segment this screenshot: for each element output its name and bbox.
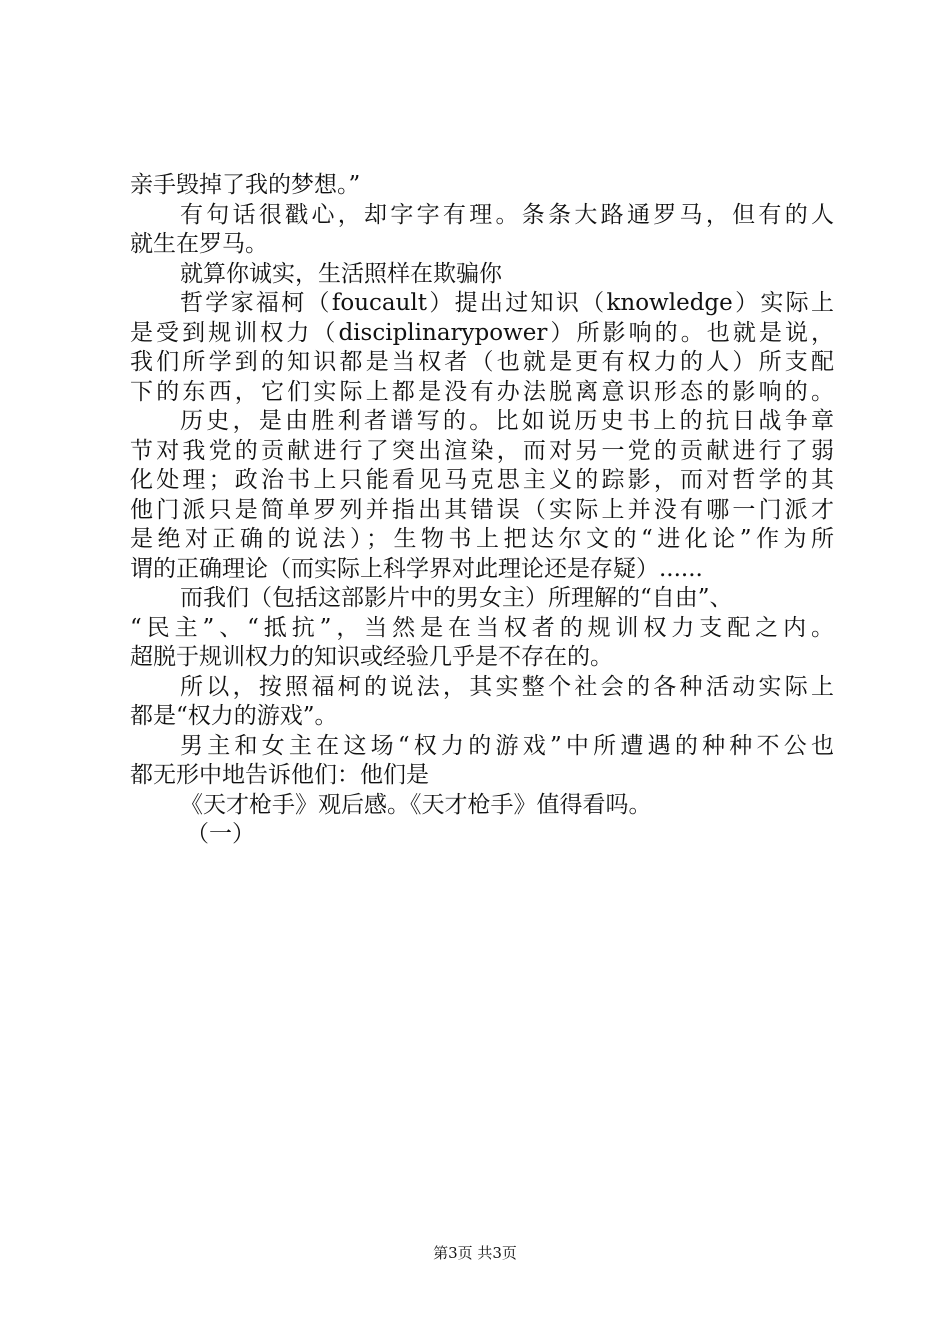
text-line: 就算你诚实，生活照样在欺骗你 — [180, 260, 502, 287]
text-line: 而我们（包括这部影片中的男女主）所理解的“自由”、 — [180, 585, 733, 611]
text-line: 我们所学到的知识都是当权者（也就是更有权力的人）所支配 — [130, 349, 834, 375]
text-line: 历史，是由胜利者谱写的。比如说历史书上的抗日战争章 — [180, 408, 834, 434]
text-line: 男主和女主在这场“权力的游戏”中所遭遇的种种不公也 — [180, 732, 834, 759]
text-line: 哲学家福柯（foucault）提出过知识（knowledge）实际上 — [180, 290, 834, 316]
text-line: “民主”、“抵抗”，当然是在当权者的规训权力支配之内。 — [130, 614, 834, 641]
text-line: 化处理；政治书上只能看见马克思主义的踪影，而对哲学的其 — [130, 467, 834, 493]
page-number: 第3页 共3页 — [433, 1244, 517, 1262]
text-line: 谓的正确理论（而实际上科学界对此理论还是存疑）...... — [130, 555, 703, 582]
body-text — [130, 171, 834, 850]
text-line: 是受到规训权力（disciplinarypower）所影响的。也就是说， — [130, 319, 834, 346]
text-line: 都是“权力的游戏”。 — [130, 703, 338, 729]
text-line: 都无形中地告诉他们：他们是 — [130, 762, 429, 788]
text-line: （一） — [186, 821, 255, 847]
text-line: 他门派只是简单罗列并指出其错误（实际上并没有哪一门派才 — [130, 496, 834, 523]
text-line: 下的东西，它们实际上都是没有办法脱离意识形态的影响的。 — [130, 378, 834, 405]
text-line: 就生在罗马。 — [130, 231, 268, 257]
text-line: 亲手毁掉了我的梦想。” — [130, 172, 361, 198]
text-line: 所以，按照福柯的说法，其实整个社会的各种活动实际上 — [180, 673, 834, 700]
text-line: 有句话很戳心，却字字有理。条条大路通罗马，但有的人 — [180, 201, 834, 228]
text-line: 超脱于规训权力的知识或经验几乎是不存在的。 — [130, 644, 613, 670]
text-line: 《天才枪手》观后感。《天才枪手》值得看吗。 — [180, 791, 652, 818]
text-line: 节对我党的贡献进行了突出渲染，而对另一党的贡献进行了弱 — [130, 437, 834, 464]
text-line: 是绝对正确的说法）；生物书上把达尔文的“进化论”作为所 — [130, 526, 834, 552]
